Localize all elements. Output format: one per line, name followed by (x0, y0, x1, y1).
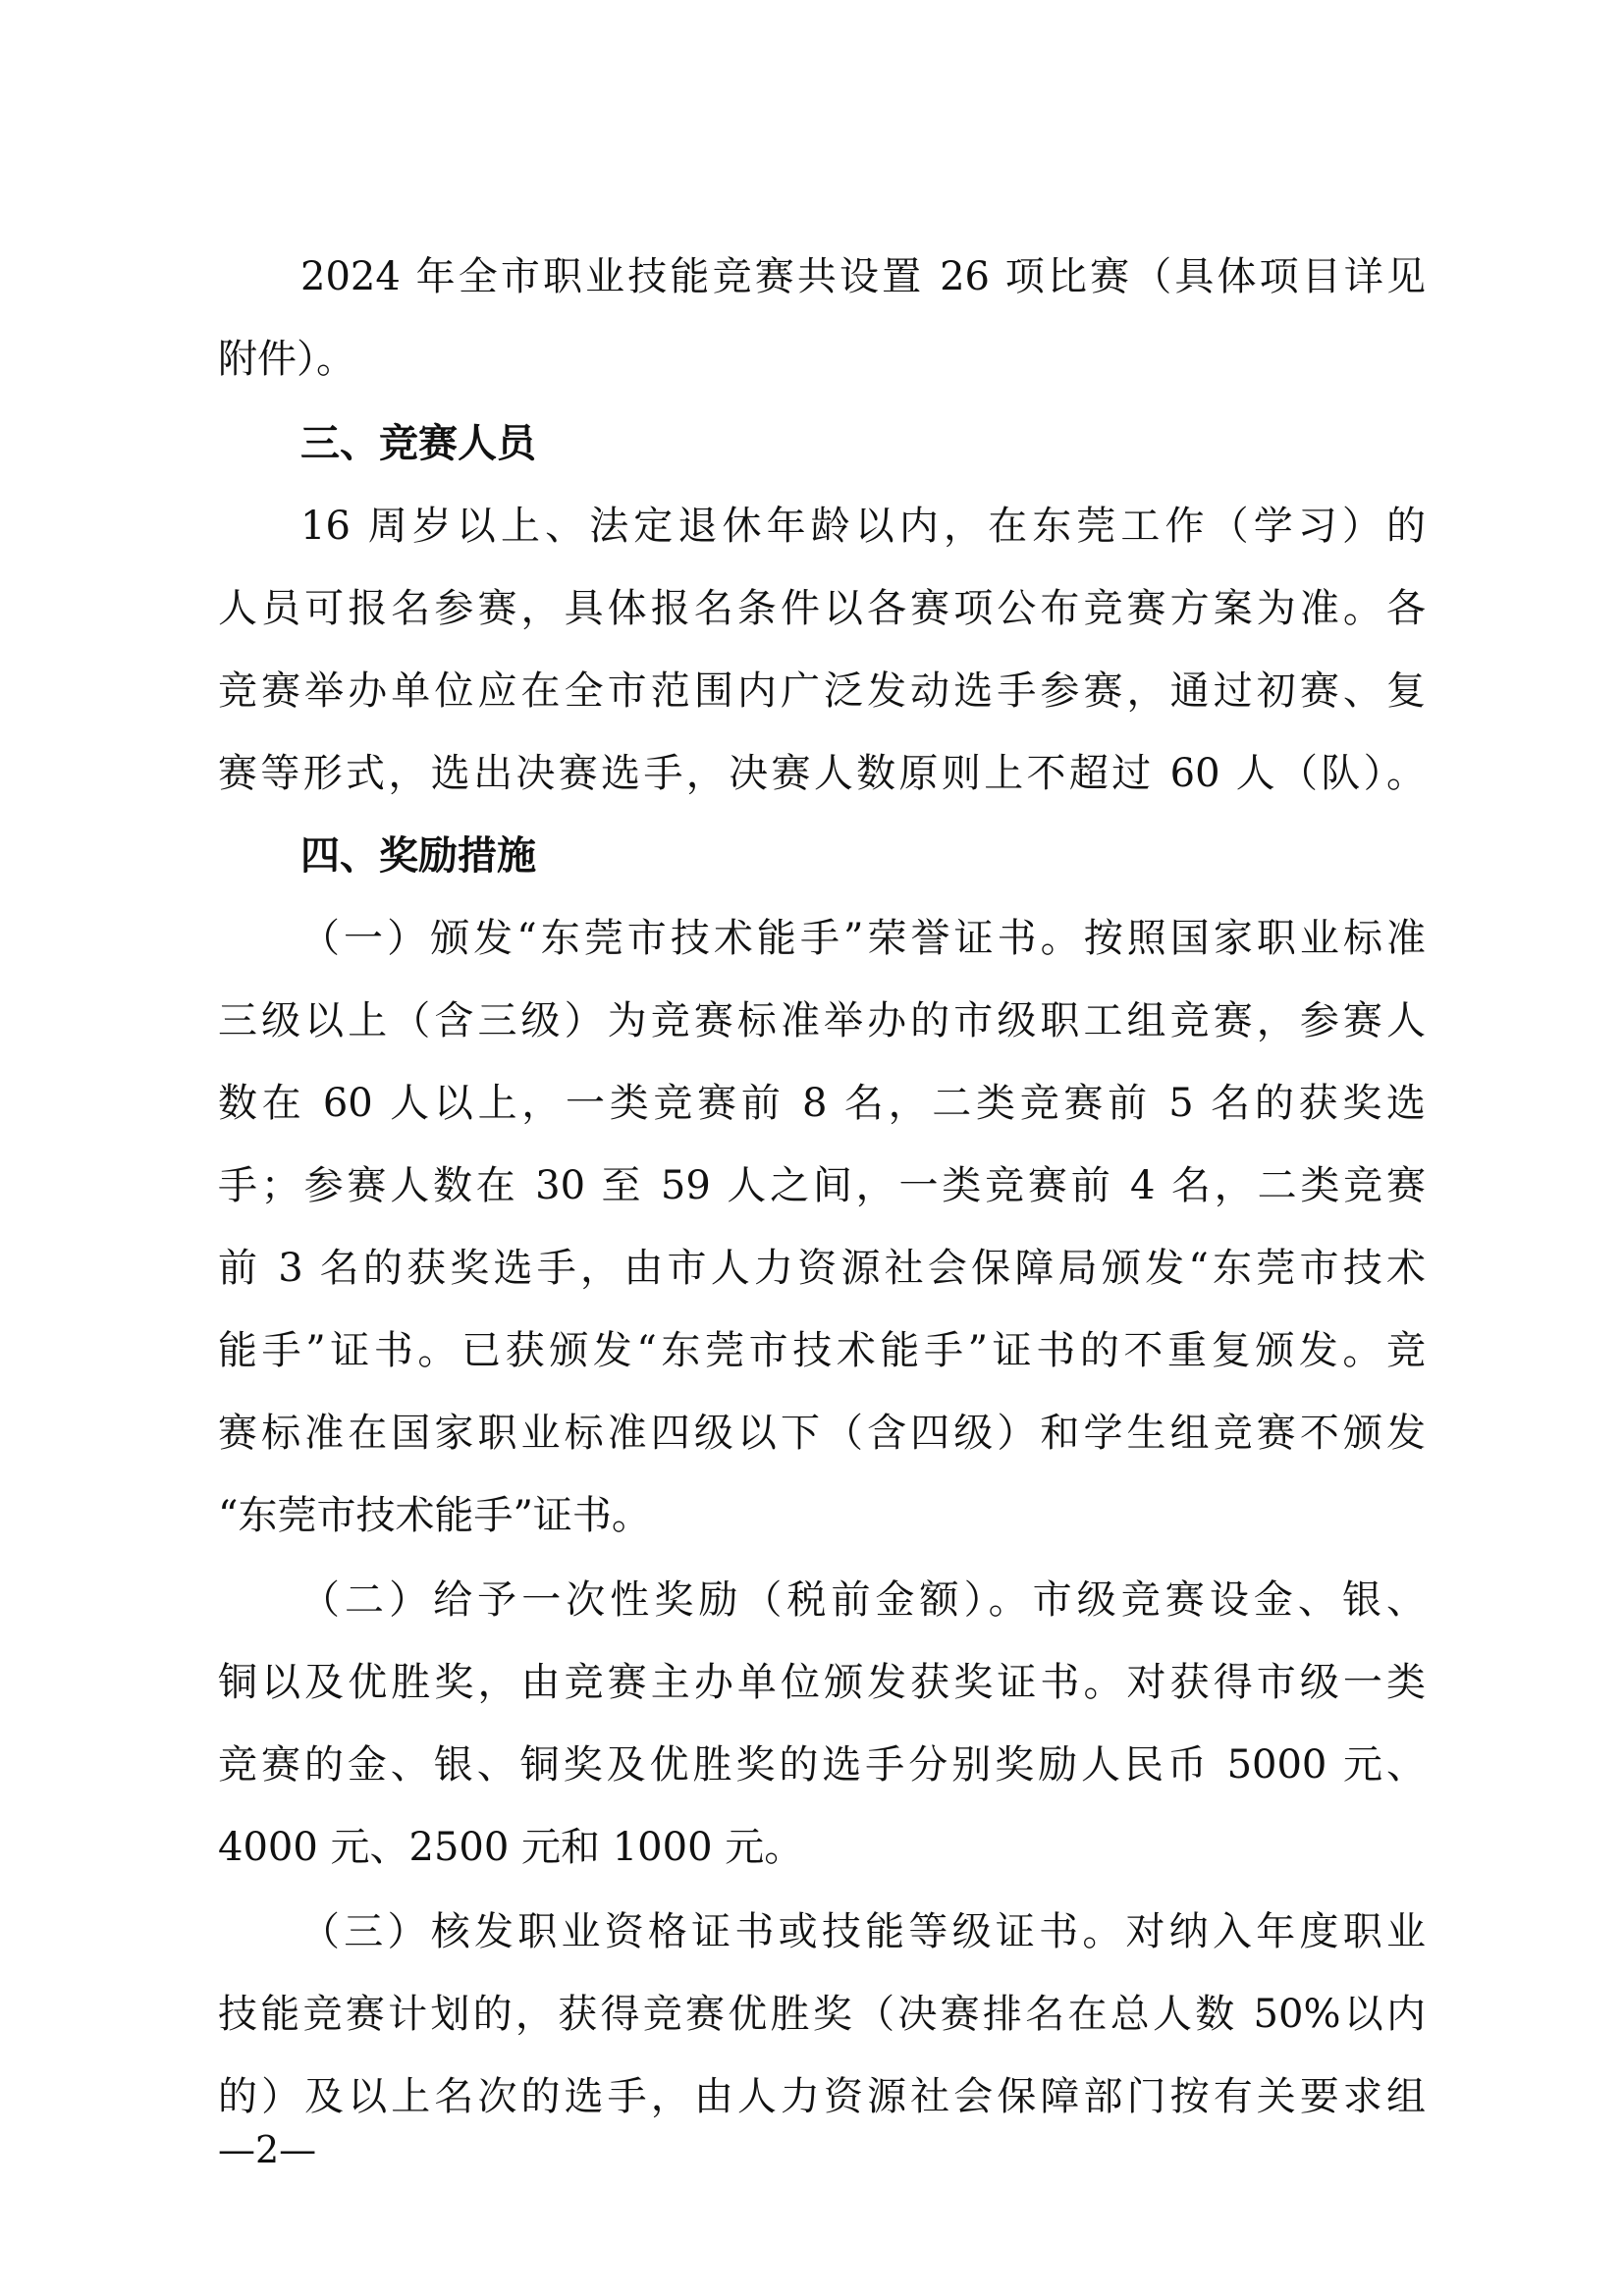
text-line: 人员可报名参赛，具体报名条件以各赛项公布竞赛方案为准。各 (218, 586, 1426, 631)
text-line: 三级以上（含三级）为竞赛标准举办的市级职工组竞赛，参赛人 (218, 998, 1426, 1043)
text-line: 数在 60 人以上，一类竞赛前 8 名，二类竞赛前 5 名的获奖选 (218, 1081, 1426, 1126)
text-line: （三）核发职业资格证书或技能等级证书。对纳入年度职业 (300, 1909, 1426, 1954)
text-line: 竞赛的金、银、铜奖及优胜奖的选手分别奖励人民币 5000 元、 (218, 1742, 1426, 1788)
text-line: 竞赛举办单位应在全市范围内广泛发动选手参赛，通过初赛、复 (218, 668, 1426, 714)
text-line: 能手”证书。已获颁发“东莞市技术能手”证书的不重复颁发。竞 (218, 1328, 1426, 1373)
text-line: 附件）。 (218, 337, 355, 382)
text-line: （二）给予一次性奖励（税前金额）。市级竞赛设金、银、 (300, 1577, 1426, 1623)
text-line: 技能竞赛计划的，获得竞赛优胜奖（决赛排名在总人数 50%以内 (218, 1992, 1426, 2037)
section-heading-rewards: 四、奖励措施 (300, 833, 536, 879)
text-line: 16 周岁以上、法定退休年龄以内，在东莞工作（学习）的 (300, 504, 1426, 549)
text-line: 前 3 名的获奖选手，由市人力资源社会保障局颁发“东莞市技术 (218, 1246, 1426, 1291)
text-line: 2024 年全市职业技能竞赛共设置 26 项比赛（具体项目详见 (300, 254, 1426, 299)
text-line: （一）颁发“东莞市技术能手”荣誉证书。按照国家职业标准 (300, 916, 1426, 961)
text-line: 4000 元、2500 元和 1000 元。 (218, 1825, 804, 1870)
section-heading-participants: 三、竞赛人员 (300, 421, 536, 466)
text-line: 铜以及优胜奖，由竞赛主办单位颁发获奖证书。对获得市级一类 (218, 1660, 1426, 1705)
text-line: 赛等形式，选出决赛选手，决赛人数原则上不超过 60 人（队）。 (218, 751, 1426, 796)
text-line: 手；参赛人数在 30 至 59 人之间，一类竞赛前 4 名，二类竞赛 (218, 1163, 1426, 1208)
text-line: 赛标准在国家职业标准四级以下（含四级）和学生组竞赛不颁发 (218, 1411, 1426, 1456)
page-number: —2— (218, 2128, 317, 2171)
text-line: “东莞市技术能手”证书。 (218, 1493, 651, 1538)
text-line: 的）及以上名次的选手，由人力资源社会保障部门按有关要求组 (218, 2074, 1426, 2119)
